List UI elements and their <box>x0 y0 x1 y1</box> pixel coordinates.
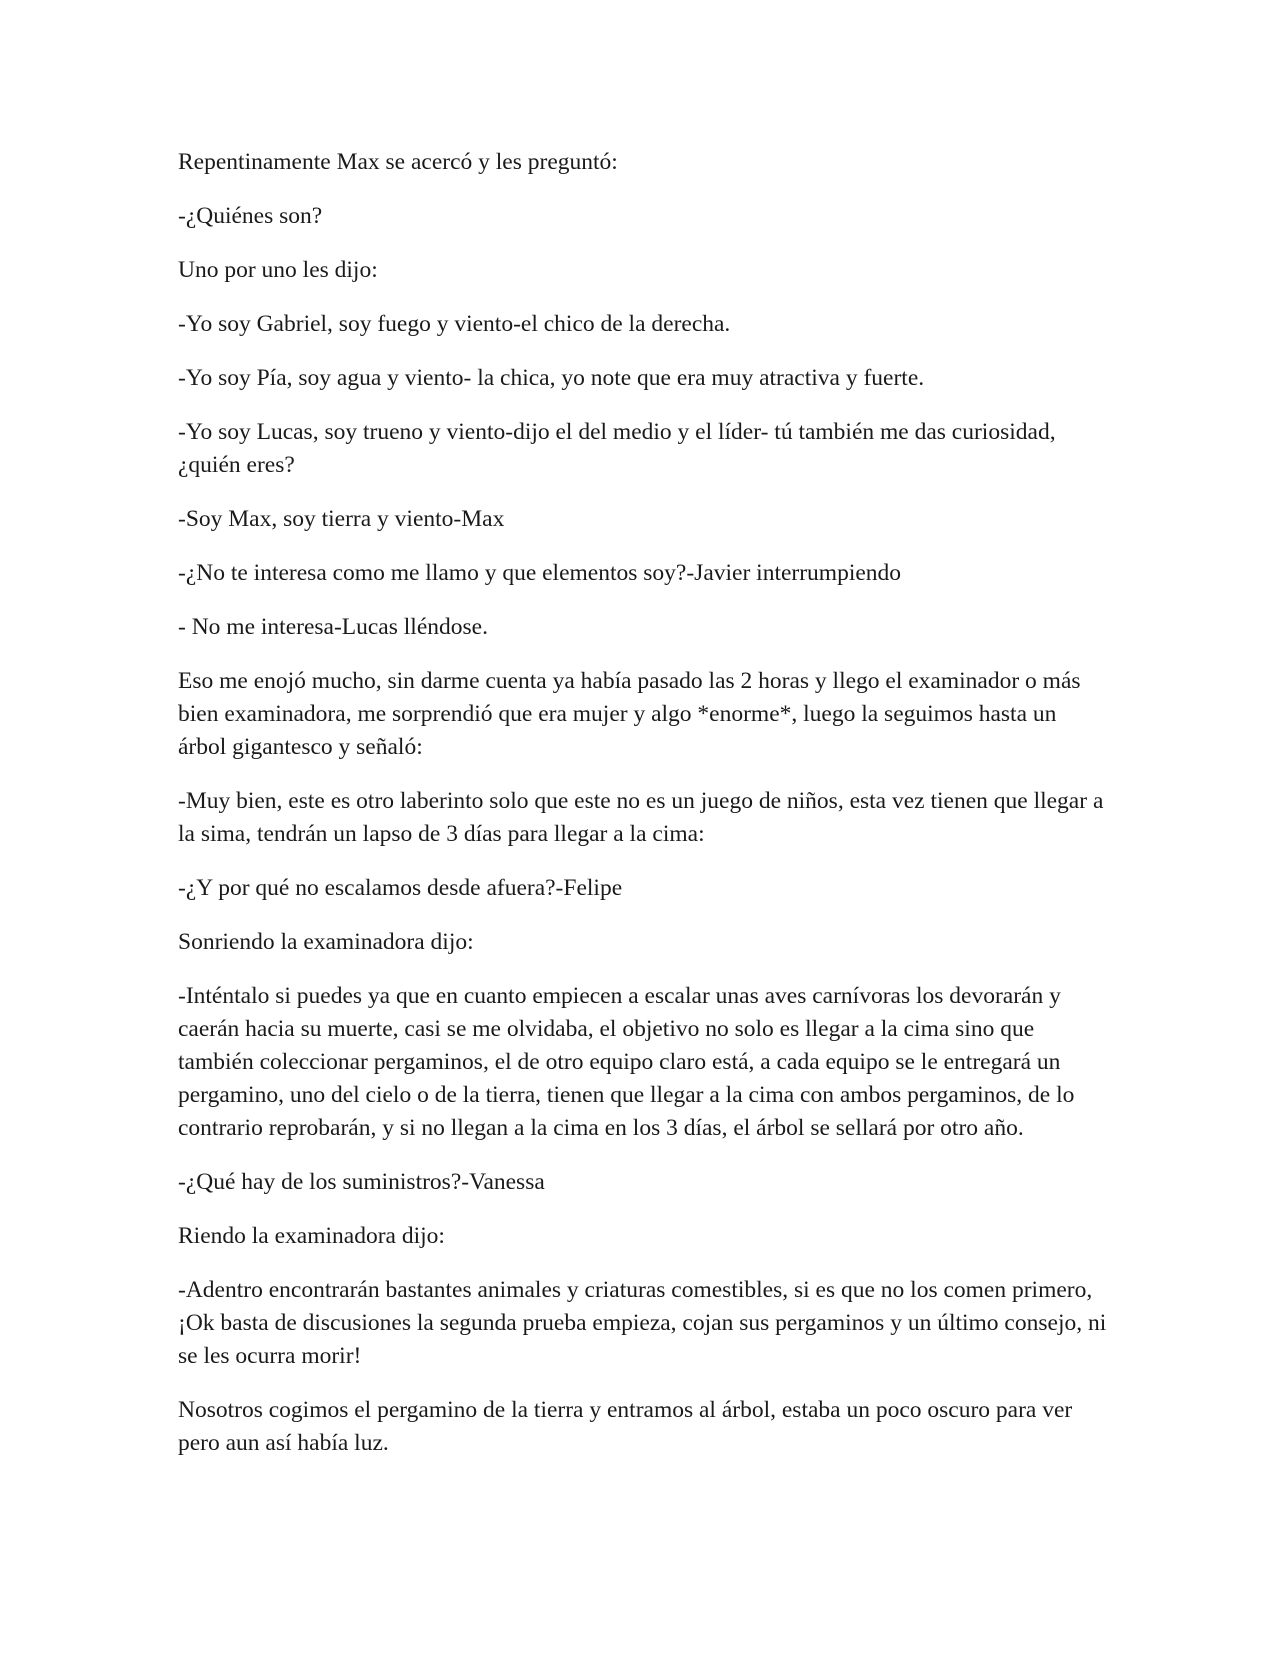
paragraph-10: Eso me enojó mucho, sin darme cuenta ya había pasado las 2 horas y llego el examinador o más bien examinadora, me sorprendió que era mujer y algo *enorme*, luego la seguimos hasta un árbol gigantesco y señaló: <box>178 668 1081 760</box>
paragraph-1: Repentinamente Max se acercó y les preguntó: <box>178 149 618 175</box>
paragraph-4: -Yo soy Gabriel, soy fuego y viento-el chico de la derecha. <box>178 311 731 337</box>
paragraph-5: -Yo soy Pía, soy agua y viento- la chica, yo note que era muy atractiva y fuerte. <box>178 365 925 391</box>
paragraph-13: Sonriendo la examinadora dijo: <box>178 929 474 955</box>
document-body <box>178 146 1108 1481</box>
paragraph-6: -Yo soy Lucas, soy trueno y viento-dijo el del medio y el líder- tú también me das curiosidad, ¿quién eres? <box>178 419 1056 478</box>
paragraph-8: -¿No te interesa como me llamo y que elementos soy?-Javier interrumpiendo <box>178 560 902 586</box>
paragraph-14: -Inténtalo si puedes ya que en cuanto empiecen a escalar unas aves carnívoras los devorarán y caerán hacia su muerte, casi se me olvidaba, el objetivo no solo es llegar a la cima sino que también coleccionar pergaminos, el de otro equipo claro está, a cada equipo se le entregará un pergamino, uno del cielo o de la tierra, tienen que llegar a la cima con ambos pergaminos, de lo contrario reprobarán, y si no llegan a la cima en los 3 días, el árbol se sellará por otro año. <box>178 983 1075 1141</box>
paragraph-7: -Soy Max, soy tierra y viento-Max <box>178 506 505 532</box>
paragraph-17: -Adentro encontrarán bastantes animales y criaturas comestibles, si es que no los comen primero, ¡Ok basta de discusiones la segunda prueba empieza, cojan sus pergaminos y un último consejo, ni se les ocurra morir! <box>178 1277 1107 1369</box>
paragraph-11: -Muy bien, este es otro laberinto solo que este no es un juego de niños, esta vez tienen que llegar a la sima, tendrán un lapso de 3 días para llegar a la cima: <box>178 788 1104 847</box>
paragraph-18: Nosotros cogimos el pergamino de la tierra y entramos al árbol, estaba un poco oscuro para ver pero aun así había luz. <box>178 1397 1073 1456</box>
paragraph-12: -¿Y por qué no escalamos desde afuera?-Felipe <box>178 875 623 901</box>
paragraph-3: Uno por uno les dijo: <box>178 257 378 283</box>
paragraph-9: - No me interesa-Lucas lléndose. <box>178 614 488 640</box>
paragraph-15: -¿Qué hay de los suministros?-Vanessa <box>178 1169 545 1195</box>
paragraph-2: -¿Quiénes son? <box>178 203 323 229</box>
paragraph-16: Riendo la examinadora dijo: <box>178 1223 445 1249</box>
